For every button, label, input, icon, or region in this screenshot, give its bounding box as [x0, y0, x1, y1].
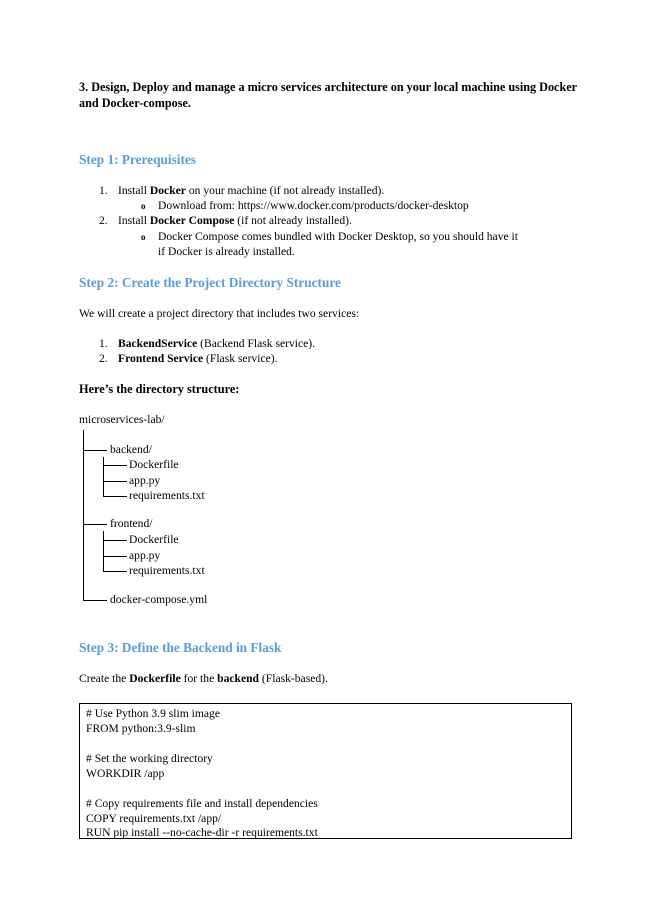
service1-item: BackendService (Backend Flask service).	[118, 337, 316, 350]
step1-item1: Install Docker on your machine (if not already installed).	[118, 184, 385, 197]
code-line: RUN pip install --no-cache-dir -r requirements.txt	[86, 826, 318, 839]
tree-connector	[103, 556, 127, 557]
service1-number: 1.	[99, 337, 108, 350]
step3-heading: Step 3: Define the Backend in Flask	[79, 640, 282, 655]
tree-root: microservices-lab/	[79, 413, 165, 426]
step1-item2-number: 2.	[99, 214, 108, 227]
step1-item2-sub-line2: if Docker is already installed.	[158, 245, 295, 258]
tree-file: app.py	[129, 474, 161, 487]
tree-connector	[103, 457, 104, 497]
code-block	[79, 703, 572, 839]
code-line: # Set the working directory	[86, 752, 213, 765]
step1-item1-sub: Download from: https://www.docker.com/products/docker-desktop	[158, 199, 469, 212]
task-title: 3. Design, Deploy and manage a micro services architecture on your local machine using Docker and Docker-compose.	[79, 80, 577, 110]
step3-intro: Create the Dockerfile for the backend (Flask-based).	[79, 672, 328, 685]
code-line: WORKDIR /app	[86, 767, 165, 780]
step1-item2: Install Docker Compose (if not already installed).	[118, 214, 352, 227]
tree-connector	[103, 465, 127, 466]
tree-file: Dockerfile	[129, 458, 179, 471]
tree-connector	[103, 531, 104, 572]
tree-file: requirements.txt	[129, 489, 205, 502]
tree-connector	[83, 430, 84, 600]
tree-connector	[103, 496, 127, 497]
step2-heading: Step 2: Create the Project Directory Structure	[79, 275, 341, 290]
tree-file-compose: docker-compose.yml	[110, 593, 208, 606]
step1-item1-number: 1.	[99, 184, 108, 197]
tree-file: Dockerfile	[129, 533, 179, 546]
tree-file: requirements.txt	[129, 564, 205, 577]
tree-folder-backend: backend/	[110, 443, 152, 456]
tree-folder-frontend: frontend/	[110, 517, 153, 530]
step2-intro: We will create a project directory that includes two services:	[79, 307, 360, 320]
tree-connector	[103, 540, 127, 541]
tree-connector	[103, 481, 127, 482]
bullet-icon: o	[141, 201, 146, 211]
code-line: # Use Python 3.9 slim image	[86, 707, 220, 720]
step1-item2-sub-line1: Docker Compose comes bundled with Docker Desktop, so you should have it	[158, 230, 518, 243]
code-line: COPY requirements.txt /app/	[86, 812, 222, 825]
code-line: # Copy requirements file and install dependencies	[86, 797, 318, 810]
service2-item: Frontend Service (Flask service).	[118, 352, 278, 365]
tree-connector	[83, 524, 107, 525]
directory-structure-heading: Here’s the directory structure:	[79, 382, 240, 396]
tree-connector	[103, 571, 127, 572]
tree-connector	[83, 600, 107, 601]
tree-file: app.py	[129, 549, 161, 562]
tree-connector	[83, 450, 107, 451]
code-line: FROM python:3.9-slim	[86, 722, 196, 735]
step1-heading: Step 1: Prerequisites	[79, 152, 196, 167]
bullet-icon: o	[141, 232, 146, 242]
service2-number: 2.	[99, 352, 108, 365]
